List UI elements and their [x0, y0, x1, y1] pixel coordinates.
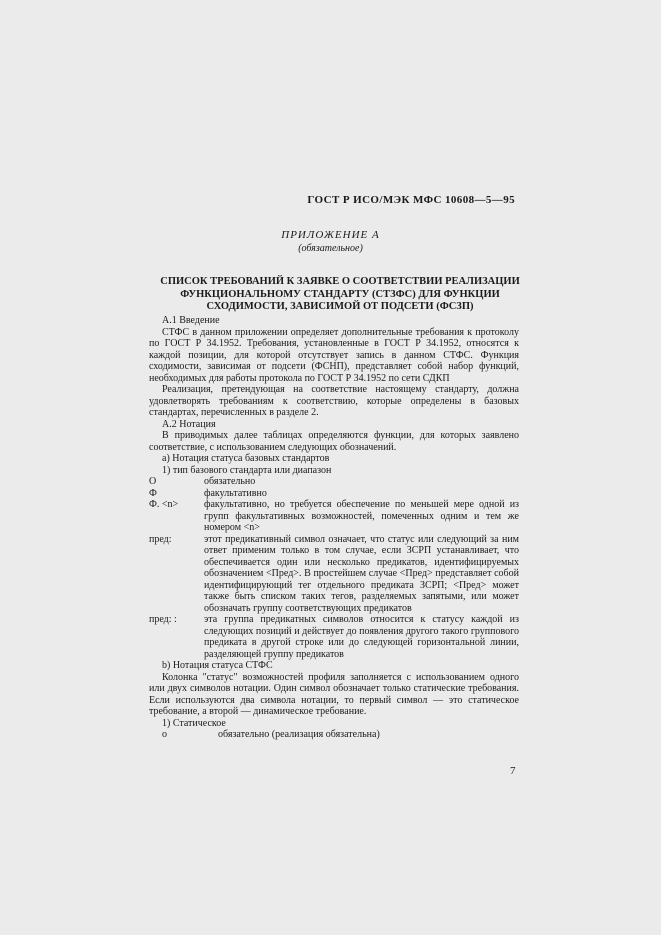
paragraph: Реализация, претендующая на соответствие настоящему стандарту, должна удовлетворять требованиям к соответствию, которые определены в базовых стандартах, перечисленных в разделе 2.: [149, 384, 519, 418]
notation-key: Ф: [149, 487, 157, 499]
notation-text: обязательно: [204, 476, 256, 487]
notation-text: этот предикативный символ означает, что статус или следующий за ним ответ применим только в том случае, если ЗСРП устанавливает, что обеспечивается один или несколько предикатов, идентифицируемых обозначением <Пред>. В простейшем случае <Пред> представляет собой идентифицирующий тег отдельного предиката ЗСРП; <Пред> может также быть списком таких тегов, разделяемых запятыми, или может обозначать группу соответствующих предикатов: [204, 533, 519, 614]
notation-item: [149, 476, 519, 488]
notation-key: пред:: [149, 533, 172, 545]
notation-item: [149, 534, 519, 615]
appendix-heading: [0, 228, 661, 256]
notation-text: факультативно: [204, 487, 267, 499]
appendix-title: ПРИЛОЖЕНИЕ А: [281, 229, 380, 241]
paragraph: В приводимых далее таблицах определяются функции, для которых заявлено соответствие, с использованием следующих обозначений.: [149, 430, 519, 453]
notation-key: О: [149, 476, 157, 487]
notation-item: [149, 729, 519, 741]
notation-text: обязательно (реализация обязательна): [218, 729, 380, 740]
page-number: 7: [510, 765, 516, 777]
notation-key: пред: :: [149, 614, 177, 625]
notation-key: о: [162, 729, 167, 740]
title-line: ФУНКЦИОНАЛЬНОМУ СТАНДАРТУ (СТЗФС) ДЛЯ ФУНКЦИИ: [180, 288, 500, 300]
notation-item: [149, 614, 519, 660]
list-heading: а) Нотация статуса базовых стандартов: [162, 453, 330, 464]
standard-header: ГОСТ Р ИСО/МЭК МФС 10608—5—95: [307, 194, 515, 206]
notation-text: эта группа предикатных символов относится к статусу каждой из следующих позиций и действует до появления другого такого группового предиката в другой строке или до следующей горизонтальной линии, разделяющей группу предикатов: [204, 614, 519, 660]
title-line: СПИСОК ТРЕБОВАНИЙ К ЗАЯВКЕ О СООТВЕТСТВИИ РЕАЛИЗАЦИИ: [160, 276, 520, 287]
notation-item: [149, 499, 519, 534]
notation-item: [149, 488, 519, 500]
list-subheading: 1) тип базового стандарта или диапазон: [162, 464, 332, 476]
list-subheading: 1) Статическое: [162, 717, 226, 729]
notation-text: факультативно, но требуется обеспечение по меньшей мере одной из групп факультативных возможностей, помеченных одним и тем же номером <n>: [204, 499, 519, 533]
document-body: [149, 315, 519, 741]
section-a1-heading: А.1 Введение: [162, 315, 220, 326]
document-title: [160, 276, 520, 314]
appendix-subtitle: (обязательное): [298, 243, 363, 254]
list-heading: b) Нотация статуса СТФС: [162, 660, 273, 671]
paragraph: Колонка "статус" возможностей профиля заполняется с использованием одного или двух символов нотации. Один символ обозначает только статические требования. Если используются два символа нотации, то первый символ — это статическое требование, а второй — динамическое требование.: [149, 671, 519, 717]
notation-key: Ф. <n>: [149, 499, 179, 510]
paragraph: СТФС в данном приложении определяет дополнительные требования к протоколу по ГОСТ Р 34.1952. Требования, установленные в ГОСТ Р 34.1952, относятся к каждой позиции, для которой отсутствует запись в данном СТФС. Функция сходимости, зависимая от подсети (ФСНП), представляет собой набор функций, необходимых для работы протокола по ГОСТ Р 34.1952 по сети СДКП: [149, 326, 519, 384]
section-a2-heading: А.2 Нотация: [162, 418, 216, 430]
title-line: СХОДИМОСТИ, ЗАВИСИМОЙ ОТ ПОДСЕТИ (ФСЗП): [206, 301, 474, 312]
